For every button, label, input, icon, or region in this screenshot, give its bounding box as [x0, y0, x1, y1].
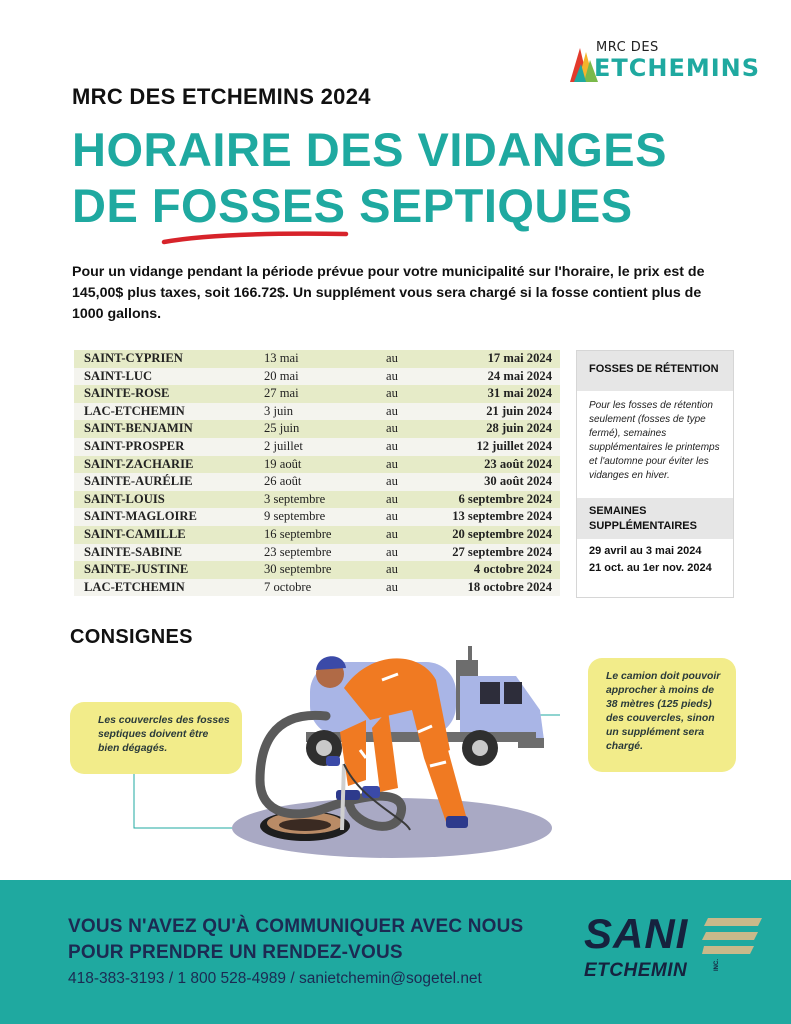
- consignes-heading: CONSIGNES: [70, 626, 193, 648]
- sani-logo-word: SANI: [584, 910, 689, 957]
- start-date: 23 septembre: [264, 544, 332, 559]
- retention-box: [576, 350, 734, 598]
- start-date: 25 juin: [264, 421, 300, 436]
- schedule-row: [74, 491, 560, 509]
- date-separator: au: [386, 562, 398, 577]
- end-date: 13 septembre 2024: [452, 509, 552, 524]
- retention-text: Pour les fosses de rétention seulement (fosses de type fermé), semaines supplémentaires le printemps et l'automne pour éviter les vidanges en hiver.: [589, 400, 720, 481]
- schedule-row: [74, 561, 560, 579]
- end-date: 6 septembre 2024: [458, 491, 552, 506]
- municipality-name: LAC-ETCHEMIN: [84, 579, 185, 594]
- municipality-name: SAINT-ZACHARIE: [84, 456, 194, 471]
- year-title: MRC DES ETCHEMINS 2024: [72, 84, 371, 109]
- sani-logo-stripes-icon: [702, 918, 762, 958]
- main-title: [72, 122, 667, 234]
- start-date: 2 juillet: [264, 438, 303, 453]
- end-date: 18 octobre 2024: [467, 579, 552, 594]
- municipality-name: SAINT-MAGLOIRE: [84, 509, 197, 524]
- date-separator: au: [386, 526, 398, 541]
- start-date: 26 août: [264, 474, 302, 489]
- end-date: 31 mai 2024: [487, 386, 552, 401]
- date-separator: au: [386, 474, 398, 489]
- extra-week-fall: 21 oct. au 1er nov. 2024: [589, 562, 712, 574]
- start-date: 9 septembre: [264, 509, 326, 524]
- end-date: 23 août 2024: [484, 456, 552, 471]
- end-date: 27 septembre 2024: [452, 544, 552, 559]
- municipality-name: SAINT-CAMILLE: [84, 526, 186, 541]
- main-title-line1: HORAIRE DES VIDANGES: [72, 123, 667, 176]
- municipality-name: LAC-ETCHEMIN: [84, 403, 185, 418]
- date-separator: au: [386, 544, 398, 559]
- municipality-name: SAINT-LUC: [84, 368, 153, 383]
- end-date: 21 juin 2024: [486, 403, 552, 418]
- start-date: 13 mai: [264, 351, 299, 365]
- municipality-name: SAINT-CYPRIEN: [84, 351, 183, 365]
- sani-logo-inc: INC.: [714, 959, 720, 971]
- date-separator: au: [386, 403, 398, 418]
- schedule-row: [74, 350, 560, 368]
- municipality-name: SAINTE-AURÉLIE: [84, 474, 193, 489]
- schedule-row: [74, 385, 560, 403]
- schedule-row: [74, 420, 560, 438]
- date-separator: au: [386, 438, 398, 453]
- date-separator: au: [386, 351, 398, 365]
- municipality-name: SAINTE-SABINE: [84, 544, 182, 559]
- retention-title: FOSSES DE RÉTENTION: [577, 351, 733, 391]
- mrc-logo: [568, 40, 761, 88]
- sani-logo-sub: ETCHEMIN: [584, 960, 688, 981]
- schedule-row: [74, 438, 560, 456]
- contact-info: 418-383-3193 / 1 800 528-4989 / sanietchemin@sogetel.net: [68, 970, 482, 987]
- end-date: 30 août 2024: [484, 474, 552, 489]
- schedule-row: [74, 456, 560, 474]
- date-separator: au: [386, 491, 398, 506]
- municipality-name: SAINTE-JUSTINE: [84, 562, 189, 577]
- extra-week-spring: 29 avril au 3 mai 2024: [589, 545, 702, 557]
- intro-paragraph: Pour un vidange pendant la période prévue pour votre municipalité sur l'horaire, le prix est de 145,00$ plus taxes, soit 166.72$. Un supplément vous sera chargé si la fosse contient plus de 1000 gallons.: [72, 264, 705, 322]
- schedule-row: [74, 508, 560, 526]
- municipality-name: SAINT-PROSPER: [84, 438, 185, 453]
- schedule-row: [74, 368, 560, 386]
- start-date: 3 septembre: [264, 491, 326, 506]
- end-date: 17 mai 2024: [487, 351, 552, 365]
- date-separator: au: [386, 456, 398, 471]
- schedule-row: [74, 579, 560, 597]
- schedule-table: [74, 350, 560, 596]
- start-date: 30 septembre: [264, 562, 332, 577]
- cta-line2: POUR PRENDRE UN RENDEZ-VOUS: [68, 942, 403, 963]
- truck-access-note: Le camion doit pouvoir approcher à moins de 38 mètres (125 pieds) des couvercles, sinon un supplément sera chargé.: [588, 658, 736, 772]
- start-date: 7 octobre: [264, 579, 312, 594]
- date-separator: au: [386, 579, 398, 594]
- date-separator: au: [386, 509, 398, 524]
- start-date: 19 août: [264, 456, 302, 471]
- schedule-row: [74, 544, 560, 562]
- date-separator: au: [386, 368, 398, 383]
- start-date: 3 juin: [264, 403, 294, 418]
- main-title-line2: DE FOSSES SEPTIQUES: [72, 179, 633, 232]
- end-date: 24 mai 2024: [487, 368, 552, 383]
- municipality-name: SAINT-LOUIS: [84, 491, 165, 506]
- schedule-row: [74, 403, 560, 421]
- mrc-logo-small-text: MRC DES: [596, 40, 659, 55]
- municipality-name: SAINTE-ROSE: [84, 386, 170, 401]
- schedule-row: [74, 526, 560, 544]
- covers-note: Les couvercles des fosses septiques doivent être bien dégagés.: [70, 702, 242, 774]
- end-date: 28 juin 2024: [486, 421, 552, 436]
- end-date: 12 juillet 2024: [476, 438, 552, 453]
- schedule-row: [74, 473, 560, 491]
- extra-weeks-title: SEMAINES SUPPLÉMENTAIRES: [577, 498, 733, 539]
- start-date: 20 mai: [264, 368, 299, 383]
- start-date: 16 septembre: [264, 526, 332, 541]
- municipality-name: SAINT-BENJAMIN: [84, 421, 193, 436]
- sani-etchemin-logo: [584, 910, 764, 990]
- title-underline-decoration: [160, 226, 350, 246]
- start-date: 27 mai: [264, 386, 299, 401]
- date-separator: au: [386, 386, 398, 401]
- end-date: 20 septembre 2024: [452, 526, 552, 541]
- end-date: 4 octobre 2024: [473, 562, 552, 577]
- extra-weeks-dates: [577, 539, 733, 577]
- cta-line1: VOUS N'AVEZ QU'À COMMUNIQUER AVEC NOUS: [68, 916, 524, 937]
- date-separator: au: [386, 421, 398, 436]
- call-to-action: [68, 914, 523, 966]
- mrc-logo-big-text: ETCHEMINS: [594, 54, 761, 82]
